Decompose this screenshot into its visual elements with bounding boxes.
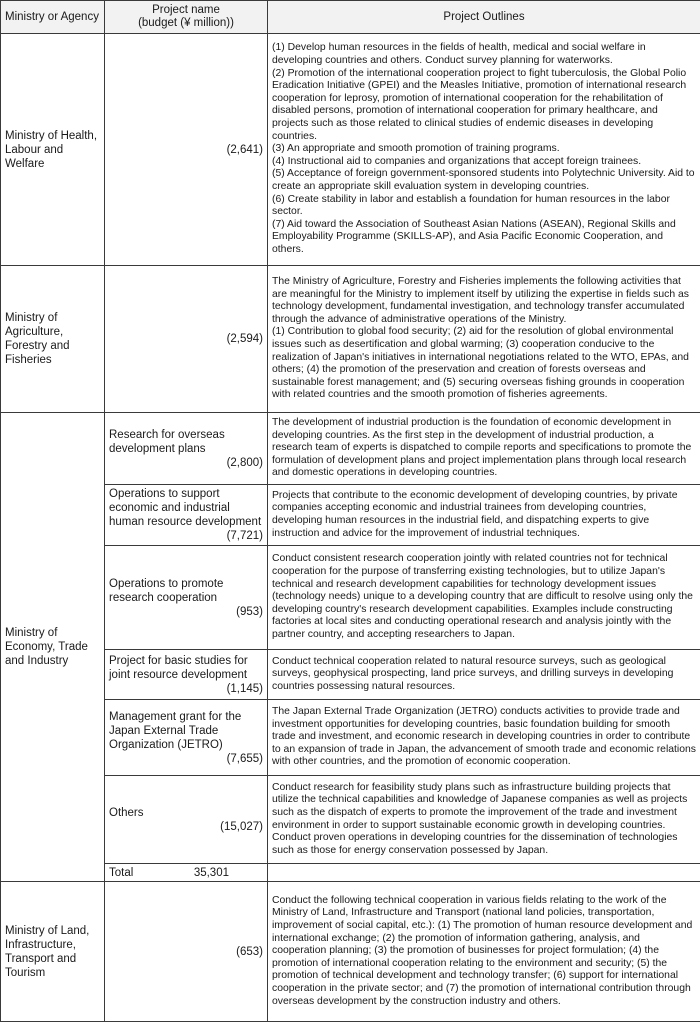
row-meti-2	[1, 485, 700, 546]
budget-mlit: (653)	[105, 882, 268, 1022]
outline-mlit: Conduct the following technical cooperation in various fields relating to the work of the Ministry of Land, Infrastructure and Transport (national land policies, transportation, improvement of social capital, etc.): (1) The promotion of human resource development and international exchange; (2) the promotion of information gathering, analysis, and cooperation planning; (3) the promotion of businesses for project formulation; (4) the promotion of international cooperation relating to the environment and security; (5) the promotion of technical development and technology transfer; (6) support for international cooperation in the private sector; and (7) the promotion of international contribution through overseas development by the construction industry and others.	[268, 882, 700, 1022]
outline-meti-6: Conduct research for feasibility study plans such as infrastructure building projects that utilize the technical capabilities and knowledge of Japanese companies as well as projects such as the dispatch of experts to promote the improvement of the trade and investment environment in order to support sustainable economic growth in developing countries. Conduct proven operations in developing countries for the dissemination of technologies such as those for energy conservation possessed by Japan.	[268, 776, 700, 864]
budget-mhlw: (2,641)	[105, 34, 268, 266]
row-meti-5	[1, 700, 700, 776]
project-budget: (7,721)	[226, 530, 263, 542]
row-meti-total	[1, 864, 700, 882]
project-budget: (953)	[236, 605, 263, 618]
project-budget: (15,027)	[220, 820, 263, 833]
project-name: Operations to promote research cooperation	[109, 577, 224, 604]
header-row	[1, 1, 700, 34]
row-meti-3	[1, 546, 700, 650]
row-meti-4	[1, 650, 700, 700]
row-mhlw	[1, 34, 700, 266]
header-outlines: Project Outlines	[268, 1, 700, 34]
agency-meti: Ministry of Economy, Trade and Industry	[1, 413, 105, 882]
project-budget: (7,655)	[226, 752, 263, 765]
project-meti-2	[105, 485, 268, 546]
project-budget: (2,800)	[226, 456, 263, 469]
budget-maff: (2,594)	[105, 266, 268, 413]
outline-meti-total	[268, 864, 700, 882]
outline-meti-3: Conduct consistent research cooperation jointly with related countries not for technical cooperation for the purpose of transferring existing technologies, but to utilize Japan's technical and research development capabilities for technology development issues (technology needs) unique to a developing country that are difficult to resolve using only the developing country's research development capabilities. Examples include constructing factories at local sites and conducting operational research and analysis jointly with the partner country, and accepting researchers to Japan.	[268, 546, 700, 650]
total-label: Total	[109, 866, 134, 879]
agency-mlit: Ministry of Land, Infrastructure, Transport and Tourism	[1, 882, 105, 1022]
agency-maff: Ministry of Agriculture, Forestry and Fisheries	[1, 266, 105, 413]
row-meti-1	[1, 413, 700, 485]
outline-meti-2: Projects that contribute to the economic development of developing countries, by private companies accepting economic and industrial trainees from developing countries, developing human resources in the industrial field, and dispatching experts to give instruction and advice for the improvement of industrial techniques.	[268, 485, 700, 546]
project-name: Management grant for the Japan External Trade Organization (JETRO)	[109, 710, 242, 751]
outline-mhlw: (1) Develop human resources in the fields of health, medical and social welfare in developing countries and others. Conduct survey planning for waterworks. (2) Promotion of the international cooperation project to fight tuberculosis, the Global Polio Eradication Initiative (GPEI) and the Measles Initiative, promotion of international research cooperation for leprosy, promotion of international cooperation for the rehabilitation of disabled persons, promotion of international cooperation for primary healthcare, and projects such as those related to clinical studies of endemic diseases in developing countries. (3) An appropriate and smooth promotion of training programs. (4) Instructional aid to companies and organizations that accept foreign trainees. (5) Acceptance of foreign government-sponsored students into Polytechnic University. Aid to create an appropriate skill evaluation system in developing countries. (6) Create stability in labor and establish a foundation for human resources in the labor sector. (7) Aid toward the Association of Southeast Asian Nations (ASEAN), Regional Skills and Employability Programme (SKILLS-AP), and Asia Pacific Economic Cooperation, and others.	[268, 34, 700, 266]
project-meti-3	[105, 546, 268, 650]
project-meti-1	[105, 413, 268, 485]
row-meti-6	[1, 776, 700, 864]
project-budget: (1,145)	[226, 682, 263, 695]
row-mlit	[1, 882, 700, 1022]
agency-mhlw: Ministry of Health, Labour and Welfare	[1, 34, 105, 266]
total-value: 35,301	[193, 866, 229, 879]
meti-total	[105, 864, 268, 882]
project-name: Others	[109, 806, 144, 819]
header-project: Project name (budget (¥ million))	[105, 1, 268, 34]
outline-maff: The Ministry of Agriculture, Forestry and Fisheries implements the following activities that are meaningful for the Ministry to implement itself by utilizing the expertise in fields such as technology development, fundamental investigation, and technology transfer accumulated through the advance of administrative operations of the Ministry. (1) Contribution to global food security; (2) aid for the resolution of global environmental issues such as desertification and global warming; (3) cooperation conducive to the realization of Japan's initiatives in international negotiations related to the WTO, EPAs, and others; (4) the promotion of the preservation and creation of forests overseas and sustainable forest management; and (5) securing overseas fishing grounds in cooperation with related countries and the smooth promotion of fisheries agreements.	[268, 266, 700, 413]
project-name: Research for overseas development plans	[109, 428, 225, 455]
project-name: Operations to support economic and industrial human resource development	[109, 488, 262, 528]
row-maff	[1, 266, 700, 413]
project-meti-6	[105, 776, 268, 864]
outline-meti-1: The development of industrial production is the foundation of economic development in developing countries. As the first step in the development of industrial production, a research team of experts is dispatched to compile reports and specifications to promote the formulation of development plans and project implementation plans through local research and domestic operations in developing countries.	[268, 413, 700, 485]
outline-meti-4: Conduct technical cooperation related to natural resource surveys, such as geological surveys, geophysical prospecting, land price surveys, and drilling surveys in developing countries possessing natural resources.	[268, 650, 700, 700]
project-meti-4	[105, 650, 268, 700]
outline-meti-5: The Japan External Trade Organization (JETRO) conducts activities to provide trade and investment opportunities for developing countries, basic foundation building for smooth trade and investment, and economic research in developing countries in order to contribute to an expansion of trade in Japan, the advancement of smooth trade and economic relations with other countries, and the promotion of economic cooperation.	[268, 700, 700, 776]
header-agency: Ministry or Agency	[1, 1, 105, 34]
project-meti-5	[105, 700, 268, 776]
project-name: Project for basic studies for joint resource development	[109, 654, 248, 681]
